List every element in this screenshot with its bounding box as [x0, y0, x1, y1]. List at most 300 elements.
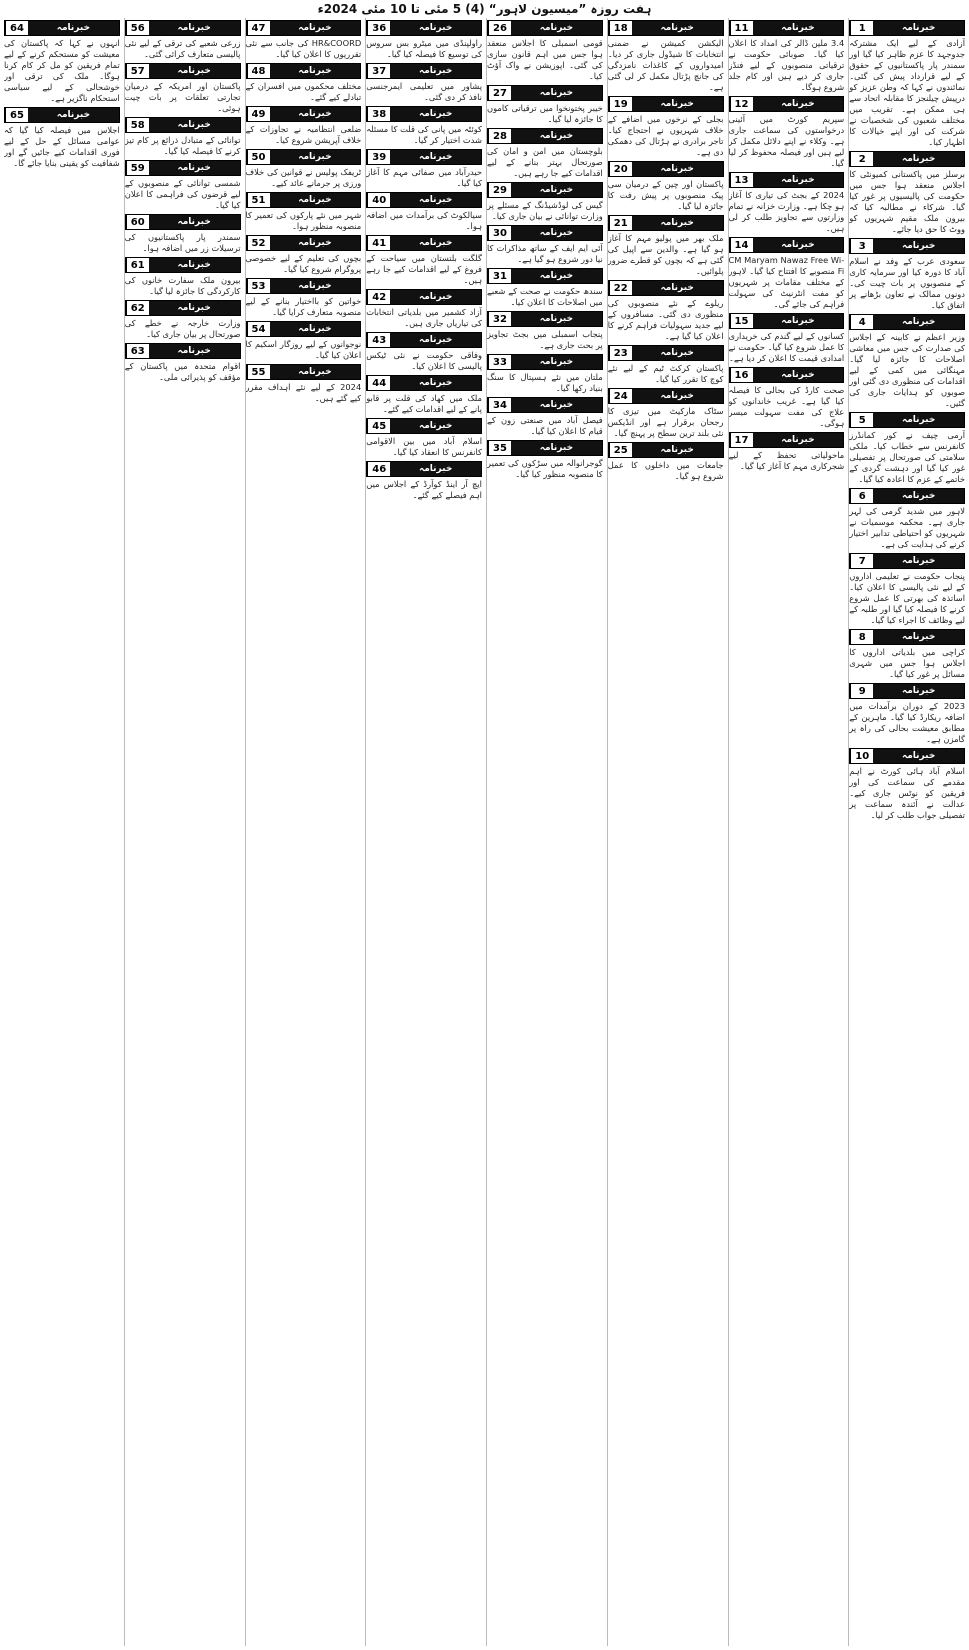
news-item-number: 8 [850, 630, 873, 644]
columns-container [4, 18, 965, 1646]
news-item-number: 49 [247, 107, 270, 121]
news-item-header [849, 683, 965, 699]
news-item [4, 20, 120, 104]
news-item-header [125, 214, 241, 230]
news-item-number: 44 [367, 376, 390, 390]
news-item-body: بیرون ملک سفارت خانوں کی کارکردگی کا جائزہ لیا گیا۔ [124, 275, 241, 296]
news-item-body: HR&COORD کی جانب سے نئی تقرریوں کا اعلان کیا گیا۔ [245, 38, 362, 59]
news-column [728, 18, 845, 1646]
news-item-label: خبرنامہ [632, 216, 723, 230]
news-item-number: 42 [367, 290, 390, 304]
news-item-number: 64 [5, 21, 28, 35]
news-item-label: خبرنامہ [511, 21, 602, 35]
news-item-label: خبرنامہ [873, 315, 964, 329]
news-item-label: خبرنامہ [149, 215, 240, 229]
news-item [366, 418, 482, 458]
news-item-label: خبرنامہ [632, 162, 723, 176]
news-item-header [366, 192, 482, 208]
news-item [849, 488, 965, 550]
news-item-label: خبرنامہ [149, 118, 240, 132]
news-item-number: 19 [609, 97, 632, 111]
news-item-header [246, 20, 362, 36]
news-item-body: جامعات میں داخلوں کا عمل شروع ہو گیا۔ [607, 460, 724, 481]
news-item-header [487, 128, 603, 144]
news-item-header [487, 225, 603, 241]
news-item-body: ضلعی انتظامیہ نے تجاوزات کے خلاف آپریشن شروع کیا۔ [245, 124, 362, 145]
news-item [487, 440, 603, 480]
news-item-body: کراچی میں بلدیاتی اداروں کا اجلاس ہوا جس میں شہری مسائل پر غور کیا گیا۔ [849, 647, 965, 679]
news-item-label: خبرنامہ [632, 389, 723, 403]
news-item-label: خبرنامہ [270, 193, 361, 207]
news-item-header [729, 172, 845, 188]
page-header: ہفت روزہ ”میسیون لاہور“ (4) 5 مئی تا 10 مئی 2024ء [317, 2, 652, 16]
news-item-label: خبرنامہ [873, 630, 964, 644]
news-item-label: خبرنامہ [270, 279, 361, 293]
news-item [246, 63, 362, 103]
news-item-label: خبرنامہ [873, 489, 964, 503]
news-item-body: وزارت خارجہ نے خطے کی صورتحال پر بیان جاری کیا۔ [124, 318, 241, 339]
news-column [124, 18, 241, 1646]
news-item-label: خبرنامہ [149, 64, 240, 78]
news-item-label: خبرنامہ [270, 236, 361, 250]
news-item [729, 237, 845, 310]
news-item-number: 54 [247, 322, 270, 336]
news-item [849, 748, 965, 821]
news-column [4, 18, 120, 1646]
news-item-label: خبرنامہ [149, 344, 240, 358]
news-item-header [849, 412, 965, 428]
news-item [729, 313, 845, 364]
news-item [125, 20, 241, 60]
news-item-header [366, 235, 482, 251]
news-item-body: اجلاس میں فیصلہ کیا گیا کہ عوامی مسائل کے حل کے لیے فوری اقدامات کیے جائیں گے اور شفافیت کو یقینی بنایا جائے گا۔ [4, 125, 120, 168]
news-item [246, 149, 362, 189]
news-item-label: خبرنامہ [873, 413, 964, 427]
news-item-header [608, 280, 724, 296]
news-item [246, 321, 362, 361]
news-item-body: پشاور میں تعلیمی ایمرجنسی نافذ کر دی گئی۔ [366, 81, 482, 102]
news-item-body: وزیر اعظم نے کابینہ کے اجلاس کی صدارت کی جس میں معاشی اصلاحات کا جائزہ لیا گیا۔ مہنگائی میں کمی کے لیے اقدامات کی منظوری دی گئی اور صوبوں کو ہدایات جاری کی گئیں۔ [849, 332, 965, 408]
news-column [607, 18, 724, 1646]
news-item-label: خبرنامہ [390, 107, 481, 121]
news-item-body: خیبر پختونخوا میں ترقیاتی کاموں کا جائزہ لیا گیا۔ [487, 103, 603, 124]
news-item-header [366, 106, 482, 122]
news-item-header [849, 151, 965, 167]
news-item-body: کوئٹہ میں پانی کی قلت کا مسئلہ شدت اختیار کر گیا۔ [366, 124, 482, 145]
news-item [366, 375, 482, 415]
news-item-body: CM Maryam Nawaz Free Wi-Fi منصوبے کا افتتاح کیا گیا۔ لاہور کے مختلف مقامات پر شہریوں کو مفت انٹرنیٹ کی سہولت فراہم کی جائے گی۔ [728, 255, 845, 309]
news-item-body: 2023 کے دوران برآمدات میں اضافہ ریکارڈ کیا گیا۔ ماہرین کے مطابق معیشت بحالی کی راہ پر گامزن ہے۔ [849, 701, 965, 744]
news-item-number: 63 [126, 344, 149, 358]
news-item-label: خبرنامہ [390, 193, 481, 207]
news-item-header [608, 96, 724, 112]
news-item-body: لاہور میں شدید گرمی کی لہر جاری ہے۔ محکمہ موسمیات نے شہریوں کو احتیاطی تدابیر اختیار کرنے کی ہدایت کی ہے۔ [849, 506, 965, 549]
news-item-body: برسلز میں پاکستانی کمیونٹی کا اجلاس منعقد ہوا جس میں حکومت کی پالیسیوں پر غور کیا گیا۔ شرکاء نے مطالبہ کیا کہ بیرون ملک مقیم شہریوں کو ووٹ کا حق دیا جائے۔ [849, 169, 965, 234]
news-item [366, 289, 482, 329]
news-column [848, 18, 965, 1646]
news-item-number: 47 [247, 21, 270, 35]
news-item-label: خبرنامہ [511, 312, 602, 326]
news-item-label: خبرنامہ [753, 314, 844, 328]
news-item-number: 12 [730, 97, 753, 111]
news-item-number: 65 [5, 108, 28, 122]
news-item [366, 461, 482, 501]
news-item-body: پنجاب حکومت نے تعلیمی اداروں کے لیے نئی پالیسی کا اعلان کیا۔ اساتذہ کی بھرتی کا عمل شروع کرنے کا فیصلہ کیا گیا اور طلبہ کے لیے وظائف کا اجراء کیا گیا۔ [849, 571, 965, 625]
news-item-label: خبرنامہ [511, 441, 602, 455]
news-item-body: ماحولیاتی تحفظ کے لیے شجرکاری مہم کا آغاز کیا گیا۔ [728, 450, 845, 471]
news-item-body: انہوں نے کہا کہ پاکستان کی معیشت کو مستحکم کرنے کے لیے تمام فریقین کو مل کر کام کرنا ہوگا۔ ملک کی ترقی اور خوشحالی کے لیے سیاسی استحکام ناگزیر ہے۔ [4, 38, 120, 103]
news-item-number: 3 [850, 239, 873, 253]
news-item [487, 225, 603, 265]
news-item [246, 235, 362, 275]
news-item-header [246, 149, 362, 165]
news-item-header [608, 161, 724, 177]
news-item-body: پنجاب اسمبلی میں بجٹ تجاویز پر بحث جاری ہے۔ [487, 329, 603, 350]
news-item [125, 160, 241, 211]
news-item-label: خبرنامہ [511, 398, 602, 412]
news-item-header [366, 461, 482, 477]
news-item-header [849, 238, 965, 254]
news-item-label: خبرنامہ [149, 258, 240, 272]
news-item-label: خبرنامہ [632, 443, 723, 457]
news-item-label: خبرنامہ [753, 97, 844, 111]
news-item-label: خبرنامہ [270, 322, 361, 336]
news-item-header [366, 375, 482, 391]
news-item-header [246, 192, 362, 208]
news-item-header [608, 345, 724, 361]
news-item-body: سٹاک مارکیٹ میں تیزی کا رجحان برقرار ہے اور انڈیکس نئی بلند ترین سطح پر پہنچ گیا۔ [607, 406, 724, 438]
news-item-header [849, 314, 965, 330]
news-item [246, 364, 362, 404]
news-item-label: خبرنامہ [149, 301, 240, 315]
news-item-header [849, 488, 965, 504]
news-item-label: خبرنامہ [873, 749, 964, 763]
news-item-label: خبرنامہ [873, 21, 964, 35]
news-item-number: 32 [488, 312, 511, 326]
news-item [849, 553, 965, 626]
news-item [125, 300, 241, 340]
news-item-header [487, 20, 603, 36]
news-item-number: 53 [247, 279, 270, 293]
news-item-number: 33 [488, 355, 511, 369]
news-item-label: خبرنامہ [28, 108, 119, 122]
news-item [366, 106, 482, 146]
news-item [487, 311, 603, 351]
news-item-body: وفاقی حکومت نے نئی ٹیکس پالیسی کا اعلان کیا۔ [366, 350, 482, 371]
news-item-header [608, 442, 724, 458]
news-item-header [849, 20, 965, 36]
news-item-header [246, 106, 362, 122]
news-item-label: خبرنامہ [753, 173, 844, 187]
news-item-number: 20 [609, 162, 632, 176]
news-item-label: خبرنامہ [270, 107, 361, 121]
news-column [486, 18, 603, 1646]
news-item [729, 432, 845, 472]
news-item-body: فیصل آباد میں صنعتی زون کے قیام کا اعلان کیا گیا۔ [487, 415, 603, 436]
news-item-body: گوجرانوالہ میں سڑکوں کی تعمیر کا منصوبہ منظور کیا گیا۔ [487, 458, 603, 479]
news-item [849, 238, 965, 311]
news-item-header [366, 20, 482, 36]
news-item-body: اسلام آباد میں بین الاقوامی کانفرنس کا انعقاد کیا گیا۔ [366, 436, 482, 457]
news-item-header [729, 367, 845, 383]
news-item-label: خبرنامہ [270, 365, 361, 379]
news-item [487, 268, 603, 308]
news-item-label: خبرنامہ [511, 86, 602, 100]
news-item-number: 48 [247, 64, 270, 78]
news-item-header [608, 20, 724, 36]
news-item-label: خبرنامہ [390, 236, 481, 250]
news-item-header [246, 278, 362, 294]
news-item [608, 280, 724, 342]
news-item-body: ایچ آر اینڈ کوآرڈ کے اجلاس میں اہم فیصلے کیے گئے۔ [366, 479, 482, 500]
news-item [125, 117, 241, 157]
news-item-number: 10 [850, 749, 873, 763]
news-item-body: پاکستان کرکٹ ٹیم کے لیے نئے کوچ کا تقرر کیا گیا۔ [607, 363, 724, 384]
news-item [608, 20, 724, 93]
news-item [487, 128, 603, 179]
news-item-body: 2024 کے بجٹ کی تیاری کا آغاز ہو چکا ہے۔ وزارت خزانہ نے تمام وزارتوں سے تجاویز طلب کر لی ہیں۔ [728, 190, 845, 233]
news-item [849, 151, 965, 235]
news-item-header [366, 149, 482, 165]
news-item-label: خبرنامہ [270, 64, 361, 78]
news-item-label: خبرنامہ [390, 290, 481, 304]
news-item-label: خبرنامہ [873, 554, 964, 568]
news-item [608, 161, 724, 212]
news-item-number: 7 [850, 554, 873, 568]
news-item [487, 85, 603, 125]
news-item-header [125, 63, 241, 79]
news-item-number: 4 [850, 315, 873, 329]
news-item-header [849, 748, 965, 764]
news-item-header [246, 235, 362, 251]
news-item-body: قومی اسمبلی کا اجلاس منعقد ہوا جس میں اہم قانون سازی کی گئی۔ اپوزیشن نے واک آؤٹ کیا۔ [487, 38, 603, 81]
news-item-body: اسلام آباد ہائی کورٹ نے اہم مقدمے کی سماعت کی اور فریقین کو نوٹس جاری کیے۔ عدالت نے آئندہ سماعت پر تفصیلی جواب طلب کر لیا۔ [849, 766, 965, 820]
news-item-header [4, 107, 120, 123]
news-item-label: خبرنامہ [873, 239, 964, 253]
news-item-number: 24 [609, 389, 632, 403]
news-item-number: 58 [126, 118, 149, 132]
news-item-body: ریلوے کے نئے منصوبوں کی منظوری دی گئی۔ مسافروں کے لیے جدید سہولیات فراہم کرنے کا اعلان کیا گیا ہے۔ [607, 298, 724, 341]
news-item-number: 6 [850, 489, 873, 503]
news-item-header [125, 257, 241, 273]
news-item-header [487, 85, 603, 101]
news-item-number: 13 [730, 173, 753, 187]
news-item [246, 20, 362, 60]
news-item-body: آزادی کے لیے ایک مشترکہ جدوجہد کا عزم ظاہر کیا گیا اور سمندر پار پاکستانیوں کے حقوق کے لیے قرارداد پیش کی گئی۔ نمائندوں نے کہا کہ وطن عزیز کو درپیش چیلنجز کا مقابلہ اتحاد سے ہی ممکن ہے۔ تقریب میں مختلف شعبوں کی شخصیات نے شرکت کی اور اپنے خیالات کا اظہار کیا۔ [849, 38, 965, 147]
news-item-label: خبرنامہ [632, 281, 723, 295]
news-item-number: 61 [126, 258, 149, 272]
news-item-label: خبرنامہ [753, 433, 844, 447]
news-item-number: 45 [367, 419, 390, 433]
news-item-header [487, 397, 603, 413]
news-item-number: 52 [247, 236, 270, 250]
news-item-label: خبرنامہ [28, 21, 119, 35]
news-item-label: خبرنامہ [511, 129, 602, 143]
news-item [608, 345, 724, 385]
news-item-number: 55 [247, 365, 270, 379]
news-item-header [366, 332, 482, 348]
news-item [608, 442, 724, 482]
news-item-body: سعودی عرب کے وفد نے اسلام آباد کا دورہ کیا اور سرمایہ کاری کے منصوبوں پر بات چیت کی۔ دونوں ممالک نے تعاون بڑھانے پر اتفاق کیا۔ [849, 256, 965, 310]
news-item [608, 96, 724, 158]
news-item-body: ملک میں کھاد کی قلت پر قابو پانے کے لیے اقدامات کیے گئے۔ [366, 393, 482, 414]
news-item-header [487, 182, 603, 198]
news-item-body: آزاد کشمیر میں بلدیاتی انتخابات کی تیاریاں جاری ہیں۔ [366, 307, 482, 328]
news-item-header [246, 364, 362, 380]
news-item [487, 182, 603, 222]
news-item-body: خواتین کو بااختیار بنانے کے لیے منصوبہ متعارف کرایا گیا۔ [245, 296, 362, 317]
news-item-label: خبرنامہ [149, 161, 240, 175]
news-item-header [366, 289, 482, 305]
news-item-number: 9 [850, 684, 873, 698]
news-item-number: 40 [367, 193, 390, 207]
news-item [125, 257, 241, 297]
news-item-body: الیکشن کمیشن نے ضمنی انتخابات کا شیڈول جاری کر دیا۔ امیدواروں کے کاغذات نامزدگی کی جانچ پڑتال مکمل کر لی گئی ہے۔ [607, 38, 724, 92]
news-item [366, 63, 482, 103]
news-item-header [487, 268, 603, 284]
news-item [366, 332, 482, 372]
news-item [849, 683, 965, 745]
news-item-number: 15 [730, 314, 753, 328]
news-item-number: 11 [730, 21, 753, 35]
news-item-body: بچوں کی تعلیم کے لیے خصوصی پروگرام شروع کیا گیا۔ [245, 253, 362, 274]
news-item-body: پاکستان اور چین کے درمیان سی پیک منصوبوں پر پیش رفت کا جائزہ لیا گیا۔ [607, 179, 724, 211]
news-item-number: 62 [126, 301, 149, 315]
news-item-header [729, 96, 845, 112]
news-item-label: خبرنامہ [390, 64, 481, 78]
news-item-number: 50 [247, 150, 270, 164]
news-item-number: 22 [609, 281, 632, 295]
news-item-header [487, 354, 603, 370]
news-item-number: 38 [367, 107, 390, 121]
news-item-number: 39 [367, 150, 390, 164]
news-item-body: گلگت بلتستان میں سیاحت کے فروغ کے لیے اقدامات کیے جا رہے ہیں۔ [366, 253, 482, 285]
news-item [849, 629, 965, 680]
news-item-header [125, 20, 241, 36]
news-item-body: ملتان میں نئے ہسپتال کا سنگ بنیاد رکھا گیا۔ [487, 372, 603, 393]
news-item-label: خبرنامہ [390, 462, 481, 476]
news-item-body: مختلف محکموں میں افسران کے تبادلے کیے گئے۔ [245, 81, 362, 102]
news-item-body: آرمی چیف نے کور کمانڈرز کانفرنس سے خطاب کیا۔ ملکی سلامتی کی صورتحال پر تفصیلی غور کیا گیا اور دہشت گردی کے خاتمے کے عزم کا اعادہ کیا گیا۔ [849, 430, 965, 484]
news-item-label: خبرنامہ [753, 368, 844, 382]
news-item-number: 21 [609, 216, 632, 230]
news-item-label: خبرنامہ [511, 183, 602, 197]
news-item-number: 41 [367, 236, 390, 250]
news-item-header [125, 343, 241, 359]
news-item [608, 388, 724, 439]
news-item-label: خبرنامہ [873, 684, 964, 698]
news-item-body: بلوچستان میں امن و امان کی صورتحال بہتر بنانے کے لیے اقدامات کیے جا رہے ہیں۔ [487, 146, 603, 178]
news-item-body: حیدرآباد میں صفائی مہم کا آغاز کیا گیا۔ [366, 167, 482, 188]
news-item-body: اقوام متحدہ میں پاکستان کے مؤقف کو پذیرائی ملی۔ [124, 361, 241, 382]
news-item [246, 106, 362, 146]
news-item [487, 397, 603, 437]
news-item [246, 192, 362, 232]
news-item-label: خبرنامہ [390, 333, 481, 347]
news-item-body: نوجوانوں کے لیے روزگار اسکیم کا اعلان کیا گیا۔ [245, 339, 362, 360]
news-item-number: 31 [488, 269, 511, 283]
news-item-header [246, 321, 362, 337]
news-item-label: خبرنامہ [390, 21, 481, 35]
news-item-label: خبرنامہ [270, 150, 361, 164]
news-item-body: گیس کی لوڈشیڈنگ کے مسئلے پر وزارت توانائی نے بیان جاری کیا۔ [487, 200, 603, 221]
news-item [487, 354, 603, 394]
news-item-label: خبرنامہ [270, 21, 361, 35]
news-item-number: 26 [488, 21, 511, 35]
news-item-header [487, 440, 603, 456]
news-item-body: شہر میں نئے پارکوں کی تعمیر کا منصوبہ منظور ہوا۔ [245, 210, 362, 231]
news-item-number: 35 [488, 441, 511, 455]
news-item [366, 20, 482, 60]
news-item-number: 27 [488, 86, 511, 100]
news-item-number: 34 [488, 398, 511, 412]
news-item [729, 20, 845, 93]
news-item-number: 28 [488, 129, 511, 143]
news-item-body: سمندر پار پاکستانیوں کی ترسیلات زر میں اضافہ ہوا۔ [124, 232, 241, 253]
news-item-header [608, 388, 724, 404]
news-item-label: خبرنامہ [753, 21, 844, 35]
news-item [849, 314, 965, 409]
news-item-label: خبرنامہ [632, 346, 723, 360]
news-item-body: ٹریفک پولیس نے قوانین کی خلاف ورزی پر جرمانے عائد کیے۔ [245, 167, 362, 188]
news-item-body: سپریم کورٹ میں آئینی درخواستوں کی سماعت جاری ہے۔ وکلاء نے اپنے دلائل مکمل کر لیے ہیں اور فیصلہ محفوظ کر لیا گیا۔ [728, 114, 845, 168]
news-item-label: خبرنامہ [873, 152, 964, 166]
news-item [729, 96, 845, 169]
news-item-number: 43 [367, 333, 390, 347]
news-item-header [729, 313, 845, 329]
news-item-number: 36 [367, 21, 390, 35]
news-item-body: 2024 کے لیے نئے اہداف مقرر کیے گئے ہیں۔ [245, 382, 362, 403]
news-item-number: 29 [488, 183, 511, 197]
news-item-number: 2 [850, 152, 873, 166]
news-item-header [125, 300, 241, 316]
news-item-number: 30 [488, 226, 511, 240]
news-item-body: زرعی شعبے کی ترقی کے لیے نئی پالیسی متعارف کرائی گئی۔ [124, 38, 241, 59]
news-item-body: کسانوں کے لیے گندم کی خریداری کا عمل شروع کیا گیا۔ حکومت نے امدادی قیمت کا اعلان کر دیا ہے۔ [728, 331, 845, 363]
news-item-header [366, 63, 482, 79]
news-item-header [729, 237, 845, 253]
news-item [366, 235, 482, 286]
news-item-label: خبرنامہ [753, 238, 844, 252]
news-item-label: خبرنامہ [390, 419, 481, 433]
news-item [487, 20, 603, 82]
news-item-number: 56 [126, 21, 149, 35]
news-item [366, 192, 482, 232]
news-item-number: 5 [850, 413, 873, 427]
news-item [366, 149, 482, 189]
news-item-number: 37 [367, 64, 390, 78]
news-item-label: خبرنامہ [511, 269, 602, 283]
news-item-body: شمسی توانائی کے منصوبوں کے لیے قرضوں کی فراہمی کا اعلان کیا گیا۔ [124, 178, 241, 210]
news-item-body: ملک بھر میں پولیو مہم کا آغاز ہو گیا ہے۔ والدین سے اپیل کی گئی ہے کہ بچوں کو قطرے ضرور پلوائیں۔ [607, 233, 724, 276]
news-item-number: 17 [730, 433, 753, 447]
news-item [849, 20, 965, 148]
news-item-number: 1 [850, 21, 873, 35]
news-item-header [246, 63, 362, 79]
news-item-body: راولپنڈی میں میٹرو بس سروس کی توسیع کا فیصلہ کیا گیا۔ [366, 38, 482, 59]
news-item-header [125, 117, 241, 133]
news-item-body: سندھ حکومت نے صحت کے شعبے میں اصلاحات کا اعلان کیا۔ [487, 286, 603, 307]
news-item-number: 23 [609, 346, 632, 360]
news-item-body: پاکستان اور امریکہ کے درمیان تجارتی تعلقات پر بات چیت ہوئی۔ [124, 81, 241, 113]
news-column [365, 18, 482, 1646]
news-item [125, 214, 241, 254]
news-item-number: 25 [609, 443, 632, 457]
news-item [729, 367, 845, 429]
news-item-header [729, 432, 845, 448]
news-item-header [4, 20, 120, 36]
news-item [729, 172, 845, 234]
